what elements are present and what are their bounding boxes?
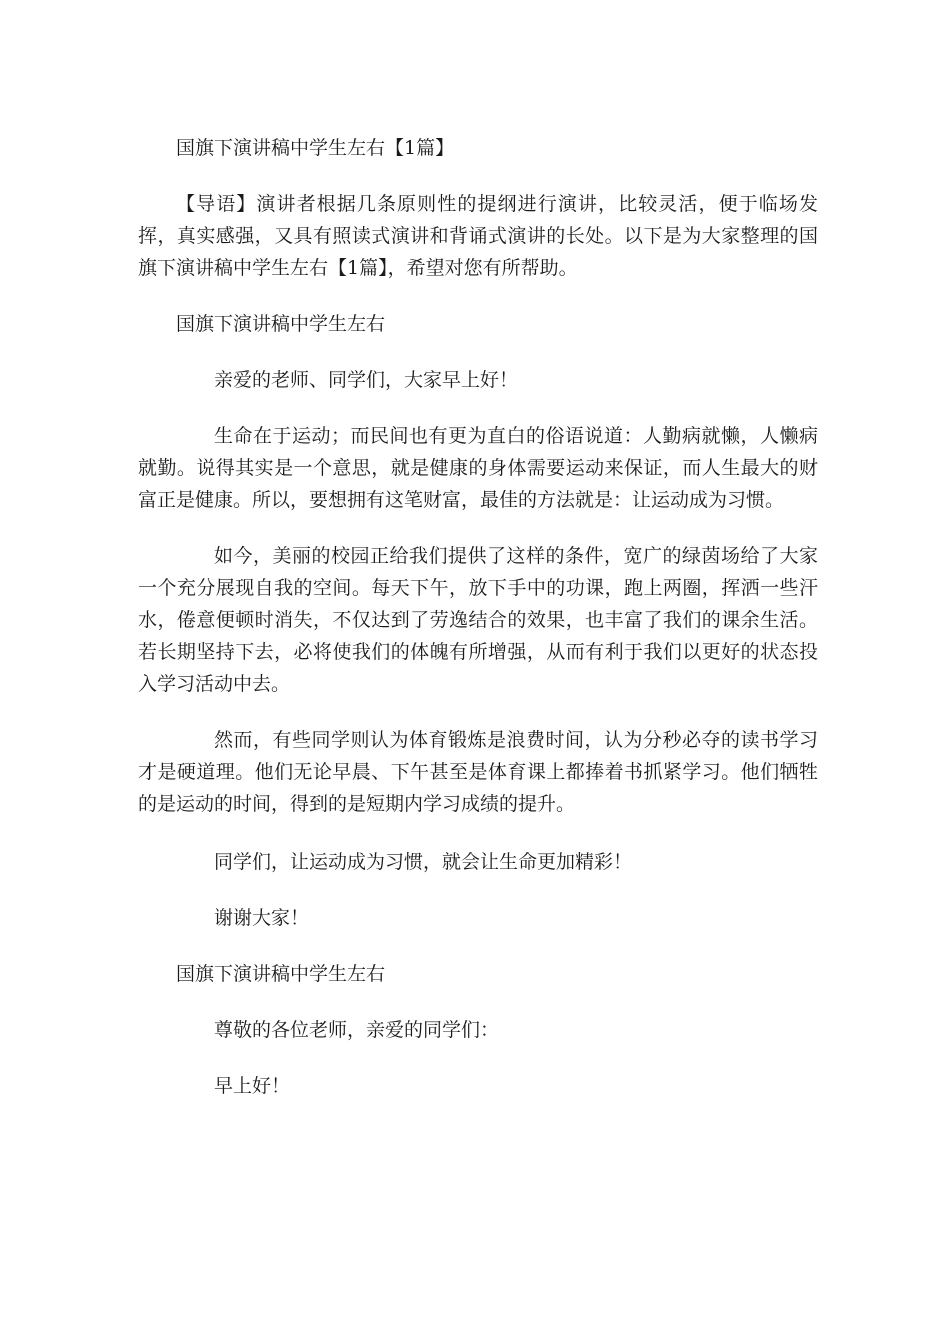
intro-paragraph: 【导语】演讲者根据几条原则性的提纲进行演讲，比较灵活，便于临场发挥，真实感强，又具有照读式演讲和背诵式演讲的长处。以下是为大家整理的国旗下演讲稿中学生左右【1篇】，希望对您有所帮助。 xyxy=(138,193,818,279)
section1-paragraph-3: 然而，有些同学则认为体育锻炼是浪费时间，认为分秒必夺的读书学习才是硬道理。他们无论早晨、下午甚至是体育课上都捧着书抓紧学习。他们牺牲的是运动的时间，得到的是短期内学习成绩的提升。 xyxy=(138,729,818,815)
section1-greeting: 亲爱的老师、同学们，大家早上好！ xyxy=(214,369,519,391)
section2-opening: 早上好！ xyxy=(214,1075,291,1097)
document-title: 国旗下演讲稿中学生左右【1篇】 xyxy=(176,137,455,159)
section1-paragraph-1: 生命在于运动；而民间也有更为直白的俗语说道：人勤病就懒，人懒病就勤。说得其实是一个意思，就是健康的身体需要运动来保证，而人生最大的财富正是健康。所以，要想拥有这笔财富，最佳的方法就是：让运动成为习惯。 xyxy=(138,425,818,511)
section2-heading: 国旗下演讲稿中学生左右 xyxy=(176,963,386,985)
section1-paragraph-2: 如今，美丽的校园正给我们提供了这样的条件，宽广的绿茵场给了大家一个充分展现自我的空间。每天下午，放下手中的功课，跑上两圈，挥洒一些汗水，倦意便顿时消失，不仅达到了劳逸结合的效果，也丰富了我们的课余生活。若长期坚持下去，必将使我们的体魄有所增强，从而有利于我们以更好的状态投入学习活动中去。 xyxy=(138,545,818,695)
section1-heading: 国旗下演讲稿中学生左右 xyxy=(176,313,386,335)
section1-thanks: 谢谢大家！ xyxy=(214,907,310,929)
section2-greeting: 尊敬的各位老师，亲爱的同学们： xyxy=(214,1019,500,1041)
section1-closing: 同学们，让运动成为习惯，就会让生命更加精彩！ xyxy=(214,851,633,873)
